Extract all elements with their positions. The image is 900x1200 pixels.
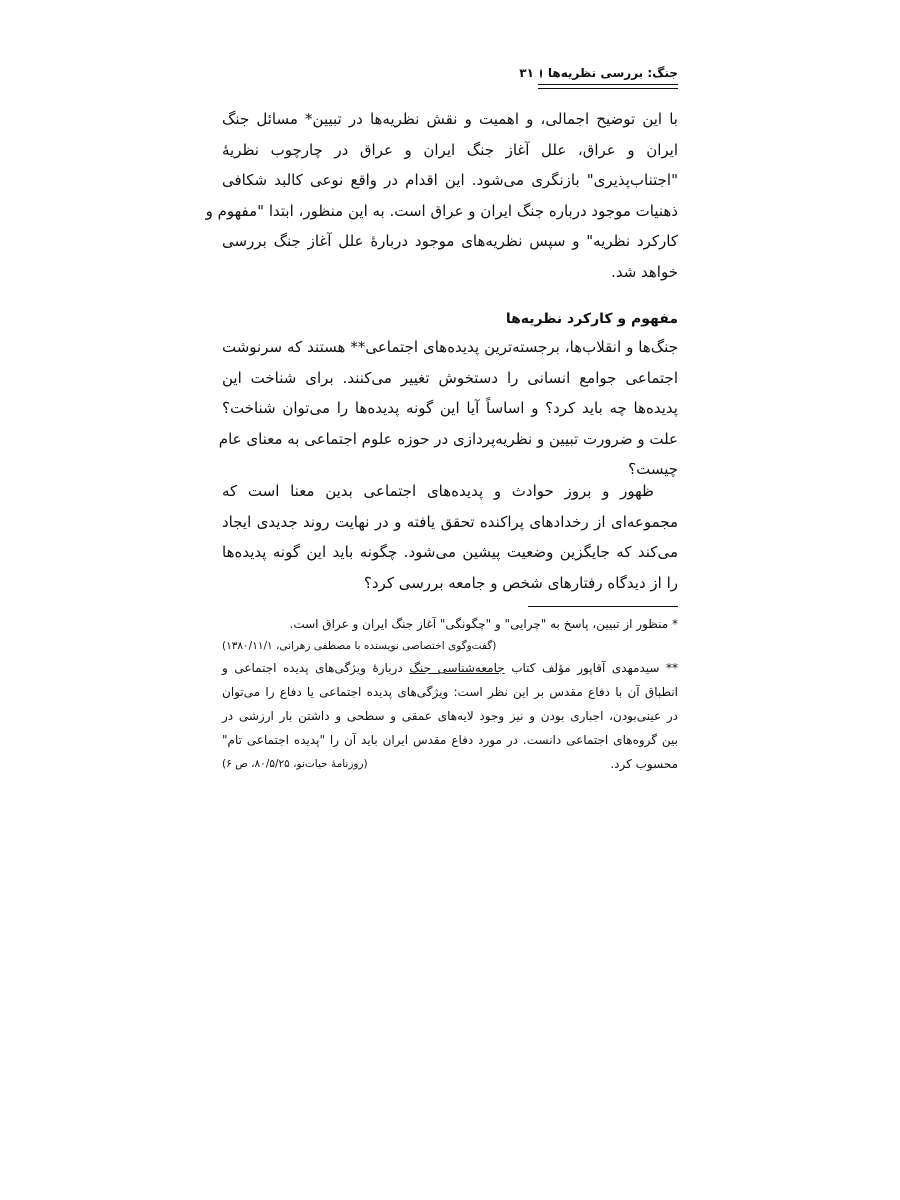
footnote-2-line [222, 656, 678, 680]
footnote-2-line: انطباق آن با دفاع مقدس بر این نظر است: ویژگی‌های پدیده اجتماعی یا دفاع را می‌توان [222, 685, 678, 699]
para2-line: مجموعه‌ای از رخدادهای پراکنده تحقق یافته و در نهایت روند جدیدی ایجاد [222, 512, 678, 531]
section-paragraph-2 [222, 476, 678, 598]
footnote-1-text: * منظور از تبیین، پاسخ به "چرایی" و "چگونگی" آغاز جنگ ایران و عراق است. [289, 617, 678, 631]
intro-line: "اجتناب‌پذیری" بازنگری می‌شود. این اقدام در واقع نوعی کالبد شکافی [222, 171, 678, 189]
footnotes [222, 612, 678, 776]
section-heading: مفهوم و کارکرد نظریه‌ها [505, 311, 678, 327]
footnote-2-last-line: محسوب کرد. [610, 757, 678, 771]
footnote-2-book-title: جامعه‌شناسی جنگ [409, 661, 505, 675]
footnote-2-pre: ** سیدمهدی آقاپور مؤلف کتاب [511, 661, 678, 675]
section-heading-block [222, 309, 678, 329]
footnote-2-line: در عینی‌بودن، اجباری بودن و نیز وجود لایه‌های عمقی و سطحی و داشتن بار ارزشی در [222, 709, 678, 723]
para2-line: ظهور و بروز حوادث و پدیده‌های اجتماعی بدین معنا است که [222, 482, 654, 500]
para1-line: اجتماعی جوامع انسانی را دستخوش تغییر می‌کنند. برای شناخت این [222, 368, 678, 387]
running-title: جنگ: بررسی نظریه‌ها [547, 66, 678, 80]
page-number: ۳۱ [519, 66, 534, 80]
intro-line: ذهنیات موجود درباره جنگ ایران و عراق است. به این منظور، ابتدا "مفهوم و [205, 201, 678, 220]
para1-line: علت و ضرورت تبیین و نظریه‌پردازی در حوزه علوم اجتماعی به معنای عام [218, 429, 678, 448]
intro-line: ایران و عراق، علل آغاز جنگ ایران و عراق در چارچوب نظریهٔ [222, 140, 678, 159]
footnote-2-last-row [222, 752, 678, 776]
intro-line: با این توضیح اجمالی، و اهمیت و نقش نظریه‌ها در تبیین* مسائل جنگ [222, 110, 678, 128]
para2-line: می‌کند که جایگزین وضعیت پیشین می‌شود. چگونه باید این گونه پدیده‌ها [222, 543, 678, 561]
section-paragraph-1 [218, 332, 678, 485]
header-double-rule [538, 84, 678, 89]
footnote-1-source: (گفت‌وگوی اختصاصی نویسنده با مصطفی زهرانی، ۱۳۸۰/۱۱/۱) [222, 640, 497, 652]
intro-paragraph [205, 104, 678, 287]
footnote-2 [222, 656, 678, 776]
footnote-2-line: بین گروه‌های اجتماعی دانست. در مورد دفاع مقدس ایران باید آن را "پدیده اجتماعی تام" [222, 733, 678, 747]
para1-line: چیست؟ [628, 460, 678, 478]
para1-line: جنگ‌ها و انقلاب‌ها، برجسته‌ترین پدیده‌های اجتماعی** هستند که سرنوشت [222, 338, 678, 356]
para1-line: پدیده‌ها چه باید کرد؟ و اساساً آیا این گونه پدیده‌ها را می‌توان شناخت؟ [222, 399, 678, 417]
para2-line: را از دیدگاه رفتارهای شخص و جامعه بررسی کرد؟ [363, 573, 678, 592]
circle-ornament-icon [540, 69, 542, 78]
running-header [519, 66, 678, 89]
intro-line: خواهد شد. [611, 262, 678, 281]
footnote-1 [222, 612, 678, 656]
footnote-2-source: (روزنامهٔ حیات‌نو، ۸۰/۵/۲۵، ص ۶) [222, 758, 368, 770]
intro-line: کارکرد نظریه" و سپس نظریه‌های موجود دربارهٔ علل آغاز جنگ بررسی [222, 232, 678, 250]
footnote-2-post: دربارهٔ ویژگی‌های پدیده اجتماعی و [222, 661, 403, 675]
footnote-separator [528, 606, 678, 607]
